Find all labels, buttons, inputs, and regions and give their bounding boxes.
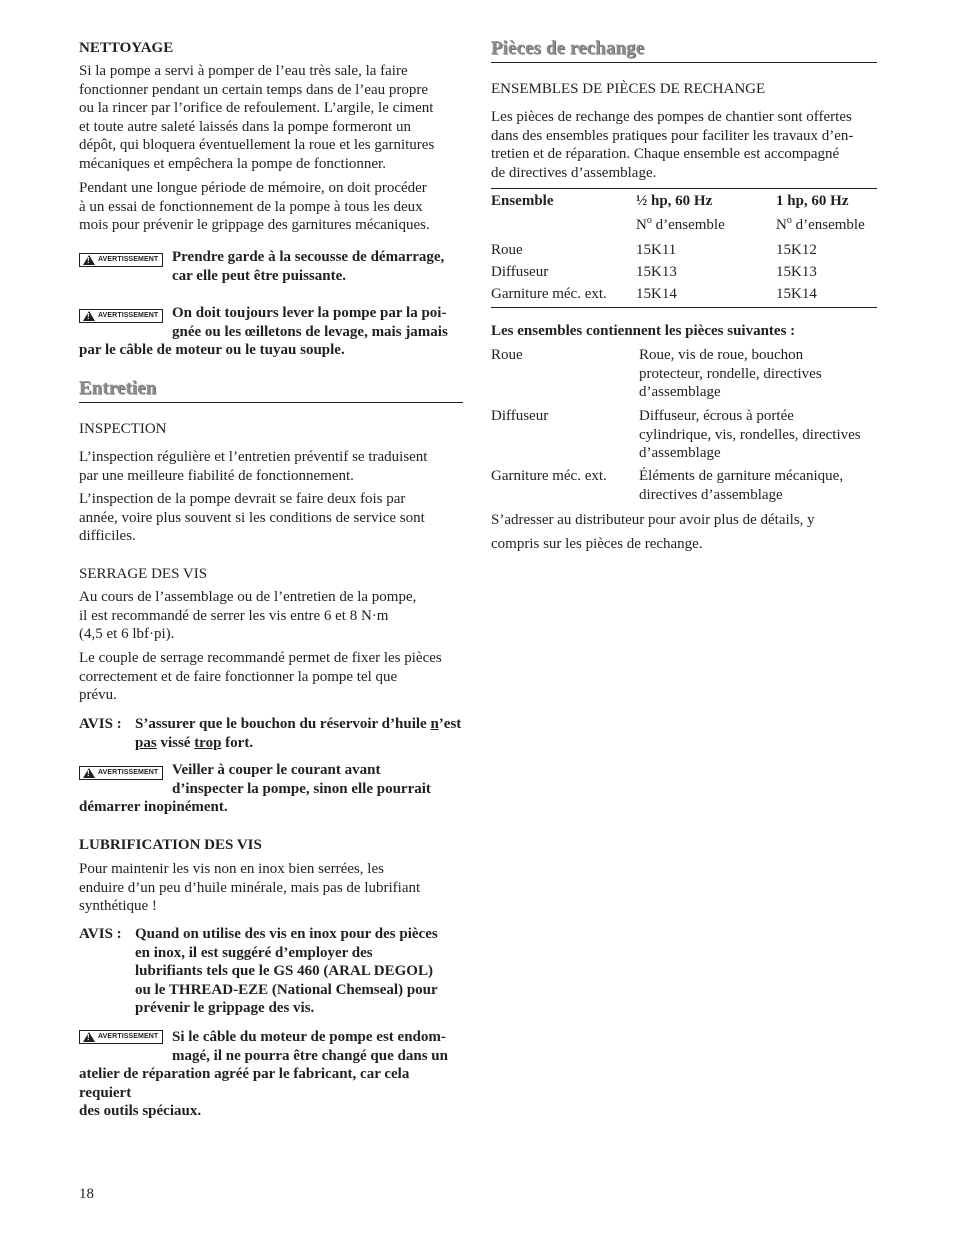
warning-triangle-icon (83, 255, 95, 265)
warning-power-off: ! AVERTISSEMENT Veiller à couper le courant avant d’inspecter la pompe, sinon elle pourrait démarrer inopinément. (79, 761, 463, 817)
serrage-paragraph-2: Le couple de serrage recommandé permet de fixer les pièces correctement et de faire fonctionner la pompe tel que prévu. (79, 650, 442, 704)
warning-startup-jolt: ! AVERTISSEMENT Prendre garde à la secousse de démarrage, car elle peut être puissante. (79, 248, 463, 285)
warning-badge: ! AVERTISSEMENT (79, 253, 163, 267)
nettoyage-heading: NETTOYAGE (79, 40, 174, 56)
table-row-name: Roue (491, 242, 523, 258)
entretien-title: Entretien (79, 378, 157, 399)
contents-item-name: Diffuseur (491, 408, 549, 424)
table-subheader-half-hp: $N^o$ d’ensemble (636, 215, 725, 233)
table-row-name: Diffuseur (491, 264, 549, 280)
contents-item-name: Roue (491, 347, 523, 363)
avis-inox-lubricant: AVIS : Quand on utilise des vis en inox pour des pièces en inox, il est suggéré d’employer des lubrifiants tels que le GS 460 (ARAL DEGOL) ou le THREAD-EZE (National Chemseal) pour prévenir le grippage des vis. (79, 926, 438, 1017)
table-header-ensemble: Ensemble (491, 193, 554, 209)
warning-triangle-icon (83, 311, 95, 321)
warning-badge: ! AVERTISSEMENT (79, 309, 163, 323)
inspection-paragraph-2: L’inspection de la pompe devrait se faire deux fois par année, voire plus souvent si les conditions de service sont difficiles. (79, 491, 425, 545)
table-header-half-hp: ½ hp, 60 Hz (636, 193, 713, 209)
table-row-one: 15K13 (776, 264, 817, 280)
table-header-one-hp: 1 hp, 60 Hz (776, 193, 849, 209)
warning-badge: ! AVERTISSEMENT (79, 766, 163, 780)
ensembles-intro: Les pièces de rechange des pompes de chantier sont offertes dans des ensembles pratiques pour faciliter les travaux d’en- tretien et de réparation. Chaque ensemble est accompagné de directives d’assemblage. (491, 109, 854, 181)
table-row-one: 15K14 (776, 286, 817, 302)
table-subheader-one-hp: $N^o$ d’ensemble (776, 215, 865, 233)
table-row-name: Garniture méc. ext. (491, 286, 607, 302)
pieces-rechange-divider (491, 62, 877, 63)
entretien-divider (79, 402, 463, 403)
table-row-half: 15K13 (636, 264, 677, 280)
contents-item-description: Diffuseur, écrous à portée cylindrique, vis, rondelles, directives d’assemblage (639, 408, 861, 462)
nettoyage-paragraph-2: Pendant une longue période de mémoire, on doit procéder à un essai de fonctionnement de la pompe à tous les deux mois pour prévenir le grippage des garnitures mécaniques. (79, 180, 430, 234)
table-row-half: 15K11 (636, 242, 677, 258)
lubrification-paragraph: Pour maintenir les vis non en inox bien serrées, les enduire d’un peu d’huile minérale, mais pas de lubrifiant synthétique ! (79, 861, 421, 915)
warning-triangle-icon (83, 768, 95, 778)
lubrification-heading: LUBRIFICATION DES VIS (79, 837, 262, 853)
contents-item-description: Éléments de garniture mécanique, directives d’assemblage (639, 468, 844, 503)
avis-label: AVIS : (79, 926, 122, 942)
contents-heading: Les ensembles contiennent les pièces suivantes : (491, 323, 796, 339)
contents-item-description: Roue, vis de roue, bouchon protecteur, rondelle, directives d’assemblage (639, 347, 822, 401)
table-bottom-rule (491, 307, 877, 308)
closing-paragraph: S’adresser au distributeur pour avoir plus de détails, y compris sur les pièces de rechange. (491, 512, 815, 552)
avis-label: AVIS : (79, 716, 122, 732)
warning-badge: ! AVERTISSEMENT (79, 1030, 163, 1044)
table-row-one: 15K12 (776, 242, 817, 258)
warning-motor-cable: ! AVERTISSEMENT Si le câble du moteur de pompe est endom- magé, il ne pourra être changé que dans un atelier de réparation agréé par le fabricant, car cela requiert des outils spéciaux. (79, 1028, 463, 1121)
warning-lifting: ! AVERTISSEMENT On doit toujours lever la pompe par la poi- gnée ou les œilletons de levage, mais jamais par le câble de moteur ou le tuyau souple. (79, 304, 463, 360)
avis-oil-plug: AVIS : S’assurer que le bouchon du réservoir d’huile n’est pas vissé trop fort. (79, 716, 462, 751)
serrage-heading: SERRAGE DES VIS (79, 566, 208, 582)
table-top-rule (491, 188, 877, 189)
warning-triangle-icon (83, 1032, 95, 1042)
pieces-rechange-title: Pièces de rechange (491, 38, 645, 59)
inspection-paragraph-1: L’inspection régulière et l’entretien préventif se traduisent par une meilleure fiabilité de fonctionnement. (79, 449, 428, 484)
serrage-paragraph-1: Au cours de l’assemblage ou de l’entretien de la pompe, il est recommandé de serrer les vis entre 6 et 8 N·m (4,5 et 6 lbf·pi). (79, 589, 417, 643)
inspection-heading: INSPECTION (79, 421, 167, 437)
contents-item-name: Garniture méc. ext. (491, 468, 607, 484)
ensembles-heading: ENSEMBLES DE PIÈCES DE RECHANGE (491, 81, 766, 97)
nettoyage-paragraph-1: Si la pompe a servi à pomper de l’eau très sale, la faire fonctionner pendant un certain temps dans de l’eau propre ou la rincer par l’orifice de refoulement. L’argile, le ciment et toute autre saleté laissés dans la pompe formeront un dépôt, qui bloquera éventuellement la roue et les garnitures mécaniques et empêchera la pompe de fonctionner. (79, 63, 435, 172)
table-row-half: 15K14 (636, 286, 677, 302)
page-number: 18 (79, 1186, 94, 1202)
